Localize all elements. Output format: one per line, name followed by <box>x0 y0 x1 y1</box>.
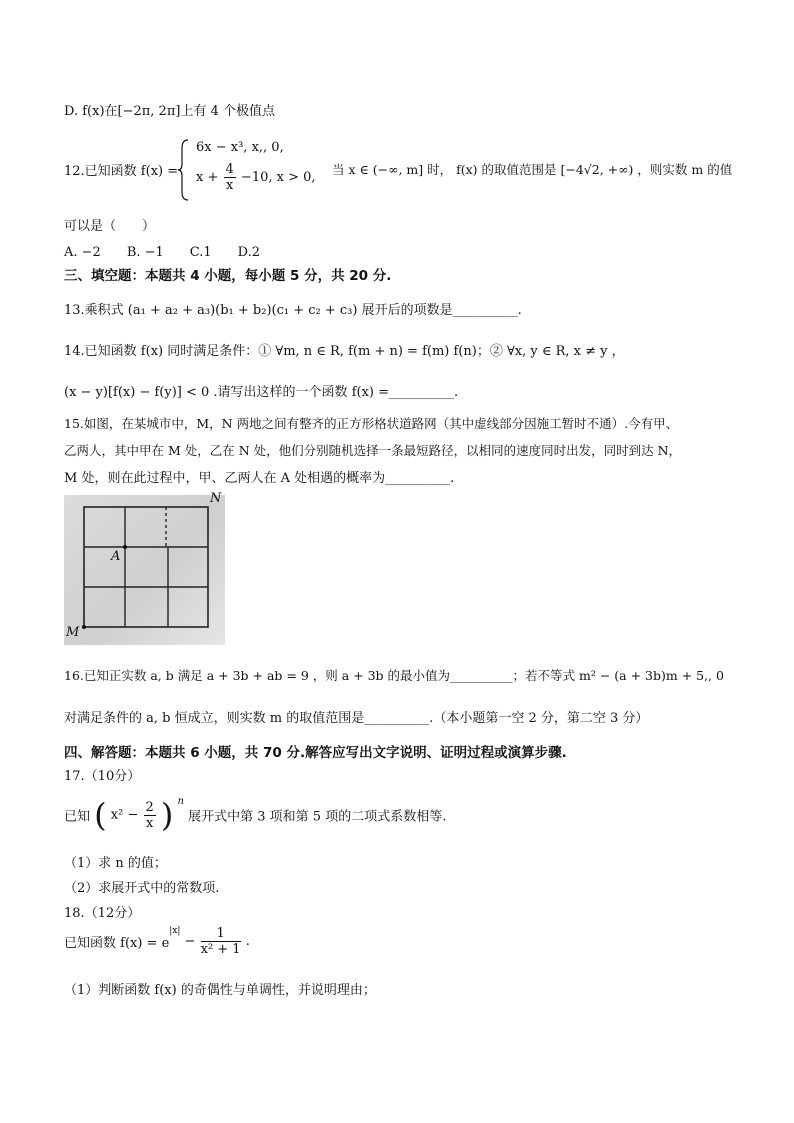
question-15-line-1: 15.如图，在某城市中，M，N 两地之间有整齐的正方形格状道路网（其中虚线部分因施工暂时不通）.今有甲、 <box>64 416 679 431</box>
question-18-part-1: （1）判断函数 f(x) 的奇偶性与单调性，并说明理由； <box>64 983 376 998</box>
q12-case-2 <box>196 162 316 193</box>
point-m-dot <box>82 625 86 629</box>
left-brace-icon <box>178 138 190 202</box>
question-14-line-1: 14.已知函数 f(x) 同时满足条件：① ∀m, n ∈ R, f(m + n) = f(m) f(n)；② ∀x, y ∈ R, x ≠ y ， <box>64 344 625 359</box>
q17-base-a: x² − <box>110 807 139 823</box>
q17-open-paren: ( <box>94 796 107 834</box>
question-13: 13.乘积式 (a₁ + a₂ + a₃)(b₁ + b₂)(c₁ + c₂ + c₃) 展开后的项数是__________. <box>64 303 522 318</box>
q12-frac-num: 4 <box>225 162 234 177</box>
question-16-line-2: 对满足条件的 a, b 恒成立，则实数 m 的取值范围是__________.（本小题第一空 2 分，第二空 3 分） <box>64 711 649 726</box>
question-16-line-1: 16.已知正实数 a, b 满足 a + 3b + ab = 9 ，则 a + 3b 的最小值为__________；若不等式 m² − (a + 3b)m + 5,, 0 <box>64 668 724 683</box>
q17-post: 展开式中第 3 项和第 5 项的二项式系数相等. <box>188 809 447 825</box>
question-18-body <box>64 926 250 962</box>
label-m: M <box>66 625 80 640</box>
q18-frac-num: 1 <box>201 926 241 942</box>
q17-fraction <box>144 800 156 831</box>
q17-close-paren: ) <box>160 796 174 834</box>
q12-suffix: 当 x ∈ (−∞, m] 时， f(x) 的取值范围是 [−4√2, +∞) ，则实数 m 的值 <box>332 162 733 177</box>
question-14-line-2: (x − y)[f(x) − f(y)] < 0 .请写出这样的一个函数 f(x) =__________. <box>64 385 459 400</box>
q17-frac-num: 2 <box>145 799 154 815</box>
q18-dot: . <box>245 934 250 949</box>
question-17-body <box>64 796 446 836</box>
q12-case-2-b: −10, x > 0, <box>240 170 316 185</box>
q18-frac-den: x² + 1 <box>200 942 241 957</box>
question-18-heading: 18.（12分） <box>64 906 141 921</box>
q12-options: A. −2 B. −1 C.1 D.2 <box>64 245 261 260</box>
q12-frac-den: x <box>225 178 234 193</box>
road-grid-svg <box>64 495 225 645</box>
question-15-line-3: M 处，则在此过程中，甲、乙两人在 A 处相遇的概率为__________. <box>64 471 455 486</box>
q18-exponent: |x| <box>169 926 181 936</box>
q12-piecewise <box>178 138 328 202</box>
label-n: N <box>210 491 222 506</box>
q12-continuation: 可以是（ ） <box>64 219 156 234</box>
grid-outer-frame <box>84 507 208 627</box>
q17-exponent: n <box>177 796 184 807</box>
road-grid-figure <box>64 491 225 645</box>
question-17-part-2: （2）求展开式中的常数项. <box>64 881 220 896</box>
question-17-heading: 17.（10分） <box>64 769 141 784</box>
section-4-heading: 四、解答题：本题共 6 小题，共 70 分.解答应写出文字说明、证明过程或演算步骤. <box>64 745 567 761</box>
q18-minus: − <box>184 934 196 949</box>
option-d: D. f(x)在[−2π, 2π]上有 4 个极值点 <box>64 104 275 119</box>
q12-prefix: 12.已知函数 f(x) = <box>64 164 179 179</box>
point-a-dot <box>123 545 127 549</box>
label-a: A <box>111 549 121 564</box>
question-17-part-1: （1）求 n 的值； <box>64 856 167 871</box>
q18-pre: 已知函数 f(x) = e <box>64 936 170 951</box>
q17-pre: 已知 <box>64 809 91 825</box>
q12-case-1: 6x − x³, x,, 0, <box>196 140 284 155</box>
q18-fraction <box>201 926 241 957</box>
q12-case-2-a: x + <box>196 170 219 185</box>
q17-frac-den: x <box>145 815 154 831</box>
section-3-heading: 三、填空题：本题共 4 小题，每小题 5 分，共 20 分. <box>64 268 392 284</box>
q12-fraction <box>224 162 236 193</box>
question-15-line-2: 乙两人，其中甲在 M 处，乙在 N 处，他们分别随机选择一条最短路径，以相同的速度同时出发，同时到达 N， <box>64 443 682 458</box>
